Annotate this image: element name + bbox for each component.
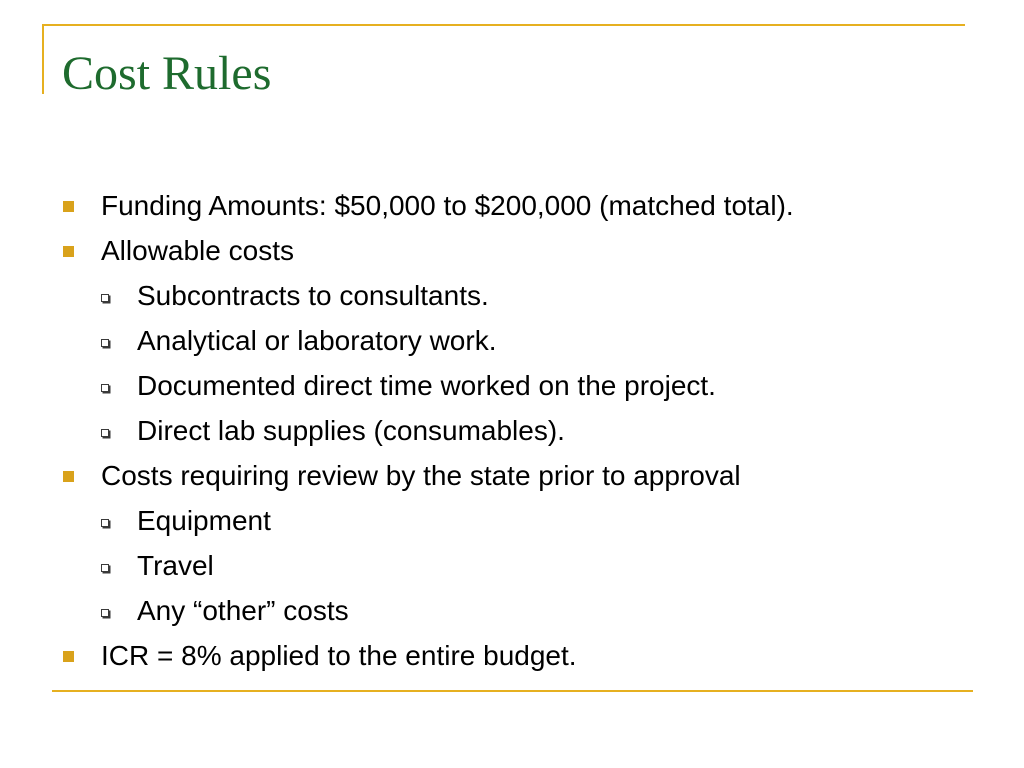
left-rule <box>42 24 44 94</box>
bullet-list <box>60 183 1000 678</box>
square-bullet-icon <box>63 471 74 482</box>
slide-title: Cost Rules <box>62 47 272 100</box>
hollow-square-bullet-icon <box>101 294 109 302</box>
bottom-rule <box>52 690 973 692</box>
sub-bullet-text: Equipment <box>137 505 271 536</box>
square-bullet-icon <box>63 651 74 662</box>
bullet-text: ICR = 8% applied to the entire budget. <box>101 640 577 671</box>
sub-bullet-item <box>60 408 1000 453</box>
sub-bullet-text: Direct lab supplies (consumables). <box>137 415 565 446</box>
bullet-text: Funding Amounts: $50,000 to $200,000 (matched total). <box>101 190 794 221</box>
sub-bullet-item <box>60 588 1000 633</box>
sub-bullet-text: Subcontracts to consultants. <box>137 280 489 311</box>
bullet-item <box>60 228 1000 273</box>
sub-bullet-text: Analytical or laboratory work. <box>137 325 497 356</box>
square-bullet-icon <box>63 246 74 257</box>
bullet-item <box>60 633 1000 678</box>
hollow-square-bullet-icon <box>101 609 109 617</box>
sub-bullet-text: Any “other” costs <box>137 595 349 626</box>
sub-bullet-item <box>60 318 1000 363</box>
sub-bullet-item <box>60 363 1000 408</box>
hollow-square-bullet-icon <box>101 429 109 437</box>
hollow-square-bullet-icon <box>101 384 109 392</box>
bullet-item <box>60 183 1000 228</box>
square-bullet-icon <box>63 201 74 212</box>
bullet-text: Costs requiring review by the state prior to approval <box>101 460 741 491</box>
hollow-square-bullet-icon <box>101 564 109 572</box>
sub-bullet-text: Travel <box>137 550 214 581</box>
sub-bullet-item <box>60 498 1000 543</box>
bullet-item <box>60 453 1000 498</box>
hollow-square-bullet-icon <box>101 519 109 527</box>
top-rule <box>42 24 965 26</box>
hollow-square-bullet-icon <box>101 339 109 347</box>
sub-bullet-item <box>60 543 1000 588</box>
bullet-text: Allowable costs <box>101 235 294 266</box>
sub-bullet-item <box>60 273 1000 318</box>
sub-bullet-text: Documented direct time worked on the project. <box>137 370 716 401</box>
